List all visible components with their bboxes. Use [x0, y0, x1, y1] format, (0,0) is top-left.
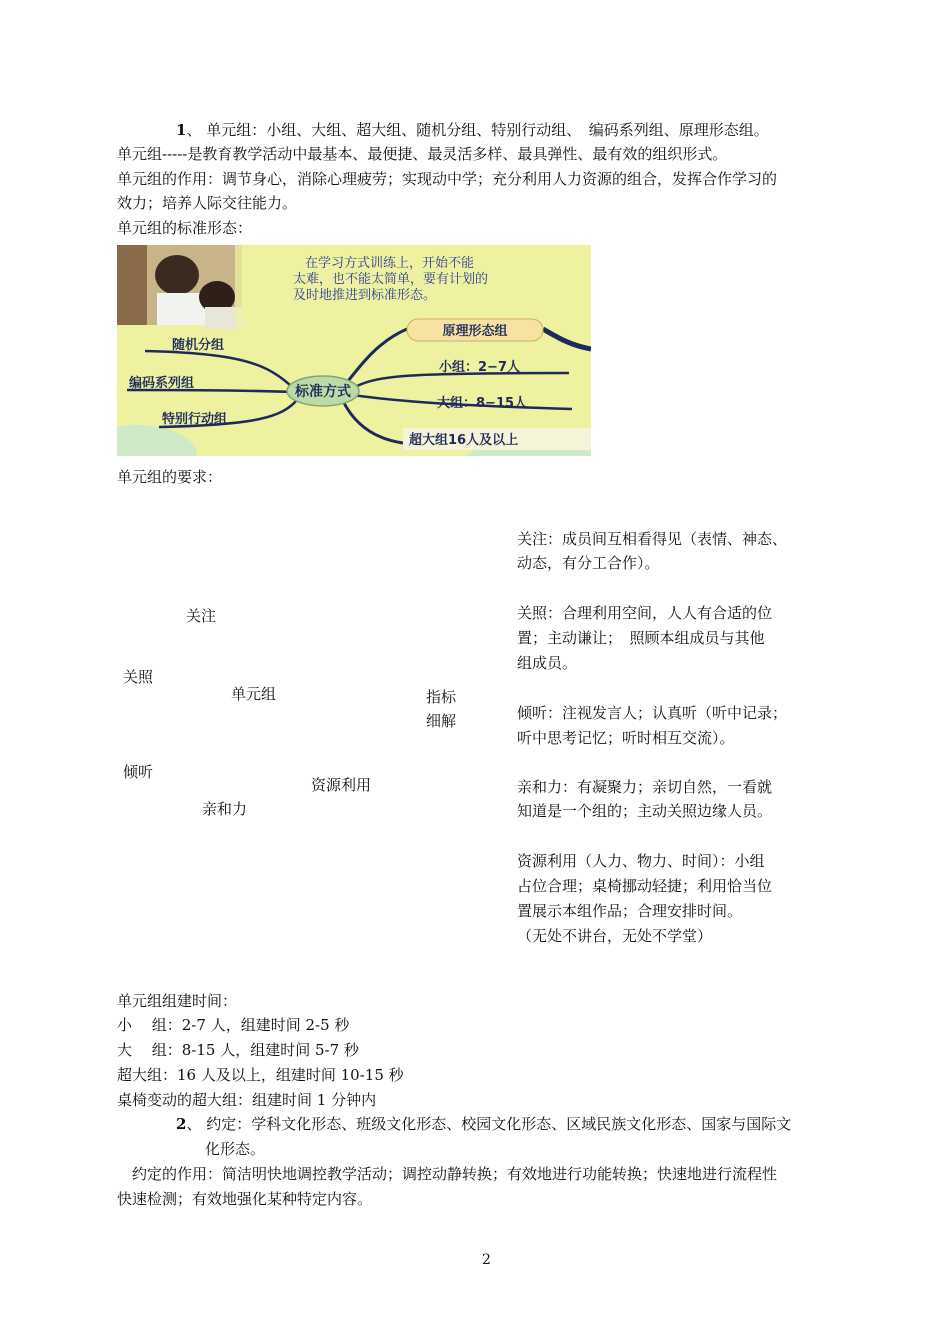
detail-guanzhao-line2: 置；主动谦让； 照顾本组成员与其他 [517, 629, 765, 647]
detail-ziyuan-line1: 资源利用（人力、物力、时间）：小组 [517, 852, 765, 870]
branch-super [343, 401, 403, 443]
diagram-zhibiao-line1: 指标 [426, 688, 457, 706]
requirements-title: 单元组的要求： [117, 468, 223, 486]
section-1-number: 1 [176, 121, 187, 139]
note-line3: 及时地推进到标准形态。 [293, 288, 437, 303]
section-1-heading [176, 118, 769, 142]
super-group-label: 超大组16人及以上 [409, 433, 519, 448]
build-time-super: 超大组：16 人及以上，组建时间 10-15 秒 [117, 1066, 404, 1084]
small-group-label: 小组：2−7人 [439, 360, 520, 375]
photo-shirt [157, 293, 205, 325]
photo-fade [235, 245, 265, 335]
diagram-zhibiao-line2: 细解 [426, 712, 457, 730]
coded-group-label: 编码系列组 [129, 376, 195, 391]
detail-qinheli-line2: 知道是一个组的；主动关照边缘人员。 [517, 802, 773, 820]
principle-label: 原理形态组 [442, 324, 508, 339]
agreement-function-line1: 约定的作用：简洁明快地调控教学活动；调控动静转换；有效地进行功能转换；快速地进行流程性 [117, 1165, 778, 1183]
deco-circle-left [117, 425, 197, 456]
standard-form-figure [117, 245, 591, 456]
section-2-heading-cont: 化形态。 [205, 1140, 266, 1158]
detail-qingting-line2: 听中思考记忆；听时相互交流）。 [517, 729, 735, 747]
detail-ziyuan-line4: （无处不讲台，无处不学堂） [517, 927, 713, 945]
diagram-guanzhu: 关注 [186, 607, 217, 625]
detail-guanzhu-line1: 关注：成员间互相看得见（表情、神态、 [517, 530, 788, 548]
diagram-guanzhao: 关照 [123, 668, 154, 686]
large-group-label: 大组：8−15人 [437, 396, 528, 411]
build-time-small: 小 组：2-7 人，组建时间 2-5 秒 [117, 1016, 350, 1034]
section-2-heading-text: 、 约定：学科文化形态、班级文化形态、校园文化形态、区域民族文化形态、国家与国际文 [186, 1115, 792, 1133]
section-2-number: 2 [176, 1115, 187, 1133]
page-number: 2 [482, 1252, 491, 1268]
detail-ziyuan-line2: 占位合理；桌椅挪动轻捷；利用恰当位 [517, 877, 773, 895]
mind-map-svg [117, 245, 591, 456]
detail-qingting-line1: 倾听：注视发言人；认真听（听中记录； [517, 704, 788, 722]
center-node-label: 标准方式 [295, 384, 351, 400]
section-2-heading [176, 1112, 791, 1136]
detail-qinheli-line1: 亲和力：有凝聚力；亲切自然，一看就 [517, 778, 773, 796]
detail-guanzhao-line1: 关照：合理利用空间，人人有合适的位 [517, 604, 773, 622]
diagram-qingting: 倾听 [123, 763, 154, 781]
photo-head [155, 255, 199, 295]
detail-guanzhao-line3: 组成员。 [517, 654, 578, 672]
note-line2: 太难，也不能太简单，要有计划的 [293, 272, 489, 287]
detail-ziyuan-line3: 置展示本组作品；合理安排时间。 [517, 902, 743, 920]
diagram-center: 单元组 [231, 685, 277, 703]
unit-group-function-line2: 效力；培养人际交往能力。 [117, 194, 298, 212]
section-1-heading-text: 、 单元组：小组、大组、超大组、随机分组、特别行动组、 编码系列组、原理形态组。 [186, 121, 769, 139]
special-group-label: 特别行动组 [162, 412, 228, 427]
diagram-qinheli: 亲和力 [202, 800, 248, 818]
random-group-label: 随机分组 [172, 338, 225, 353]
build-time-large: 大 组：8-15 人，组建时间 5-7 秒 [117, 1041, 359, 1059]
branch-principle-tail [543, 329, 591, 349]
branch-small [353, 373, 569, 388]
photo-shade [117, 245, 147, 325]
agreement-function-line2: 快速检测；有效地强化某种特定内容。 [117, 1190, 373, 1208]
build-time-desk-super: 桌椅变动的超大组：组建时间 1 分钟内 [117, 1091, 377, 1109]
note-line1: 在学习方式训练上，开始不能 [305, 256, 475, 271]
diagram-ziyuan: 资源利用 [311, 776, 372, 794]
build-time-title: 单元组组建时间： [117, 992, 238, 1010]
unit-group-function-line1: 单元组的作用：调节身心，消除心理疲劳；实现动中学；充分利用人力资源的组合，发挥合作学习的 [117, 170, 778, 188]
standard-form-label: 单元组的标准形态： [117, 219, 253, 237]
detail-guanzhu-line2: 动态，有分工合作）。 [517, 554, 660, 572]
unit-group-definition: 单元组-----是教育教学活动中最基本、最便捷、最灵活多样、最具弹性、最有效的组织形式。 [117, 145, 728, 163]
